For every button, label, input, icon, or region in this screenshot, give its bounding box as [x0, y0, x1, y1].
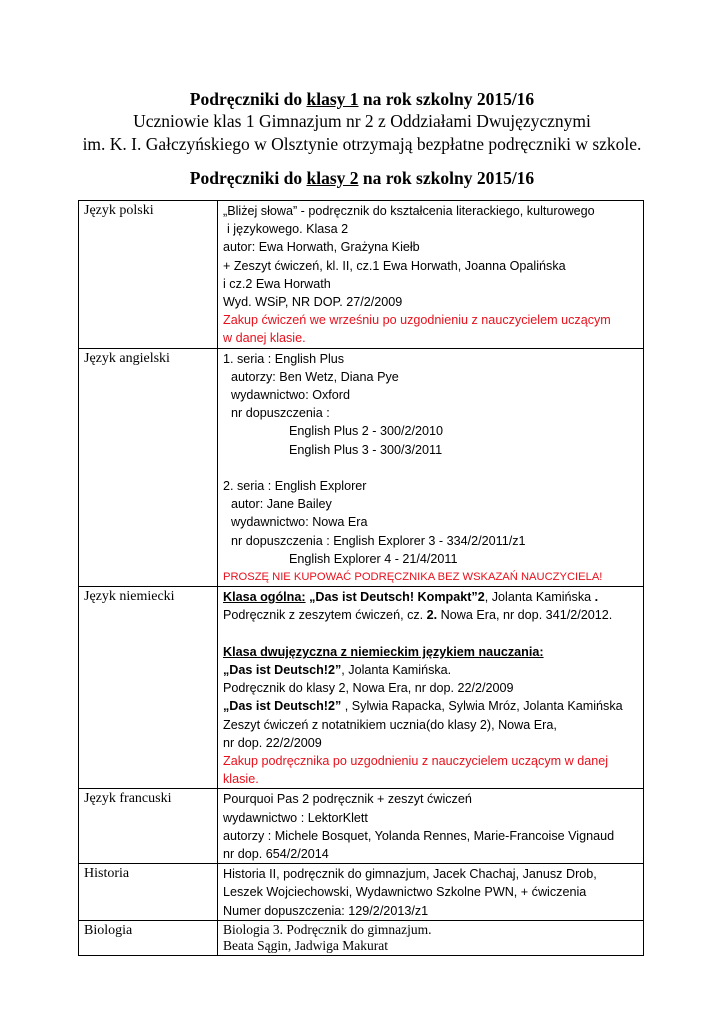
niemiecki-bilingual-author-1: , Jolanta Kamińska. — [341, 663, 452, 678]
angielski-series-2: 2. seria : English Explorer — [223, 479, 367, 494]
niemiecki-general-line-2 — [223, 606, 643, 624]
biologia-title: Biologia 3. Podręcznik do gimnazjum. — [223, 921, 432, 937]
francuski-approval: nr dop. 654/2/2014 — [223, 847, 329, 862]
title-2-prefix: Podręczniki do — [189, 168, 307, 188]
polski-line-1: „Bliżej słowa” - podręcznik do kształcenia literackiego, kulturowego — [223, 204, 595, 218]
angielski-warning: PROSZĘ NIE KUPOWAĆ PODRĘCZNIKA BEZ WSKAZAŃ NAUCZYCIELA! — [223, 571, 603, 584]
niemiecki-bilingual-authors-2: , Sylwia Rapacka, Sylwia Mróz, Jolanta Kamińska — [341, 699, 623, 714]
niemiecki-bilingual-header — [223, 643, 643, 661]
details-biologia — [218, 920, 644, 955]
title-class-2 — [0, 167, 724, 189]
niemiecki-bilingual-label: Klasa dwujęzyczna z niemieckim językiem nauczania: — [223, 644, 544, 659]
polski-line-2: i językowego. Klasa 2 — [227, 222, 349, 237]
angielski-series-1-book-1: English Plus 2 - 300/2/2010 — [289, 424, 444, 439]
table-row-historia — [79, 864, 644, 921]
title-2-suffix: na rok szkolny 2015/16 — [358, 168, 535, 188]
niemiecki-general-line-1 — [223, 588, 643, 606]
title-1-underlined: klasy 1 — [306, 89, 359, 109]
niemiecki-general-l2b: 2. — [426, 608, 438, 623]
details-niemiecki — [218, 587, 644, 789]
angielski-series-2-publisher: wydawnictwo: Nowa Era — [231, 515, 368, 530]
angielski-series-1-approval: nr dopuszczenia : — [231, 406, 330, 421]
historia-line-2: Leszek Wojciechowski, Wydawnictwo Szkolne PWN, + ćwiczenia — [223, 885, 587, 900]
subject-polski: Język polski — [79, 201, 218, 349]
angielski-series-2-approval: nr dopuszczenia : English Explorer 3 - 334/2/2011/z1 — [231, 533, 526, 548]
francuski-publisher: wydawnictwo : LektorKlett — [223, 810, 368, 825]
polski-workbook: + Zeszyt ćwiczeń, kl. II, cz.1 Ewa Horwath, Joanna Opalińska — [223, 258, 566, 273]
table-row-biologia — [79, 920, 644, 955]
angielski-series-1: 1. seria : English Plus — [223, 351, 345, 366]
details-historia — [218, 864, 644, 921]
details-polski — [218, 201, 644, 349]
angielski-series-1-book-2: English Plus 3 - 300/3/2011 — [289, 442, 443, 457]
subject-biologia: Biologia — [79, 920, 218, 955]
title-class-1 — [0, 88, 724, 110]
polski-note-line-1: Zakup ćwiczeń we wrześniu po uzgodnieniu z nauczycielem uczącym — [223, 313, 611, 328]
polski-publisher: Wyd. WSiP, NR DOP. 27/2/2009 — [223, 295, 403, 310]
niemiecki-general-label: Klasa ogólna: — [223, 590, 306, 605]
historia-line-1: Historia II, podręcznik do gimnazjum, Jacek Chachaj, Janusz Drob, — [223, 867, 597, 882]
angielski-series-2-author: autor: Jane Bailey — [231, 497, 332, 512]
title-1-suffix: na rok szkolny 2015/16 — [358, 89, 535, 109]
subject-niemiecki: Język niemiecki — [79, 587, 218, 789]
niemiecki-bilingual-title-1: „Das ist Deutsch!2” — [223, 663, 342, 678]
polski-authors: autor: Ewa Horwath, Grażyna Kiełb — [223, 240, 420, 255]
blank-line — [223, 459, 643, 477]
title-1-prefix: Podręczniki do — [189, 89, 307, 109]
niemiecki-general-author: , Jolanta Kamińska — [484, 590, 595, 605]
niemiecki-bilingual-title-2: „Das ist Deutsch!2” — [223, 699, 342, 714]
textbook-table — [78, 200, 644, 956]
table-row-francuski — [79, 789, 644, 864]
info-line-2: im. K. I. Gałczyńskiego w Olsztynie otrzymają bezpłatne podręczniki w szkole. — [82, 134, 642, 154]
niemiecki-general-dot: . — [594, 590, 599, 605]
blank-line — [223, 625, 643, 643]
niemiecki-bilingual-book-1-info: Podręcznik do klasy 2, Nowa Era, nr dop. 22/2/2009 — [223, 681, 514, 696]
niemiecki-bilingual-book-2 — [223, 697, 643, 715]
subject-historia: Historia — [79, 864, 218, 921]
biologia-authors: Beata Sągin, Jadwiga Makurat — [223, 938, 388, 954]
details-francuski — [218, 789, 644, 864]
table-row-polski — [79, 201, 644, 349]
polski-note-line-2: w danej klasie. — [223, 331, 306, 346]
niemiecki-note-line-1: Zakup podręcznika po uzgodnieniu z nauczycielem uczącym w danej — [223, 754, 609, 769]
niemiecki-bilingual-book-1 — [223, 661, 643, 679]
niemiecki-bilingual-workbook: Zeszyt ćwiczeń z notatnikiem ucznia(do klasy 2), Nowa Era, — [223, 717, 557, 732]
niemiecki-general-title: „Das ist Deutsch! Kompakt”2 — [305, 590, 485, 605]
niemiecki-general-l2c: Nowa Era, nr dop. 341/2/2012. — [437, 608, 613, 623]
subject-angielski: Język angielski — [79, 348, 218, 587]
subject-francuski: Język francuski — [79, 789, 218, 864]
niemiecki-bilingual-approval: nr dop. 22/2/2009 — [223, 735, 322, 750]
info-line-1: Uczniowie klas 1 Gimnazjum nr 2 z Oddziałami Dwujęzycznymi — [133, 111, 591, 131]
angielski-series-1-publisher: wydawnictwo: Oxford — [231, 388, 350, 403]
francuski-title: Pourquoi Pas 2 podręcznik + zeszyt ćwiczeń — [223, 792, 472, 807]
angielski-series-1-authors: autorzy: Ben Wetz, Diana Pye — [231, 369, 399, 384]
historia-approval: Numer dopuszczenia: 129/2/2013/z1 — [223, 903, 429, 918]
table-row-angielski — [79, 348, 644, 587]
table-row-niemiecki — [79, 587, 644, 789]
polski-workbook-part2: i cz.2 Ewa Horwath — [223, 276, 331, 291]
francuski-authors: autorzy : Michele Bosquet, Yolanda Rennes, Marie-Francoise Vignaud — [223, 828, 615, 843]
niemiecki-general-l2a: Podręcznik z zeszytem ćwiczeń, cz. — [223, 608, 427, 623]
title-2-underlined: klasy 2 — [306, 168, 359, 188]
niemiecki-note-line-2: klasie. — [223, 772, 259, 787]
details-angielski — [218, 348, 644, 587]
angielski-series-2-book-2: English Explorer 4 - 21/4/2011 — [289, 551, 458, 566]
